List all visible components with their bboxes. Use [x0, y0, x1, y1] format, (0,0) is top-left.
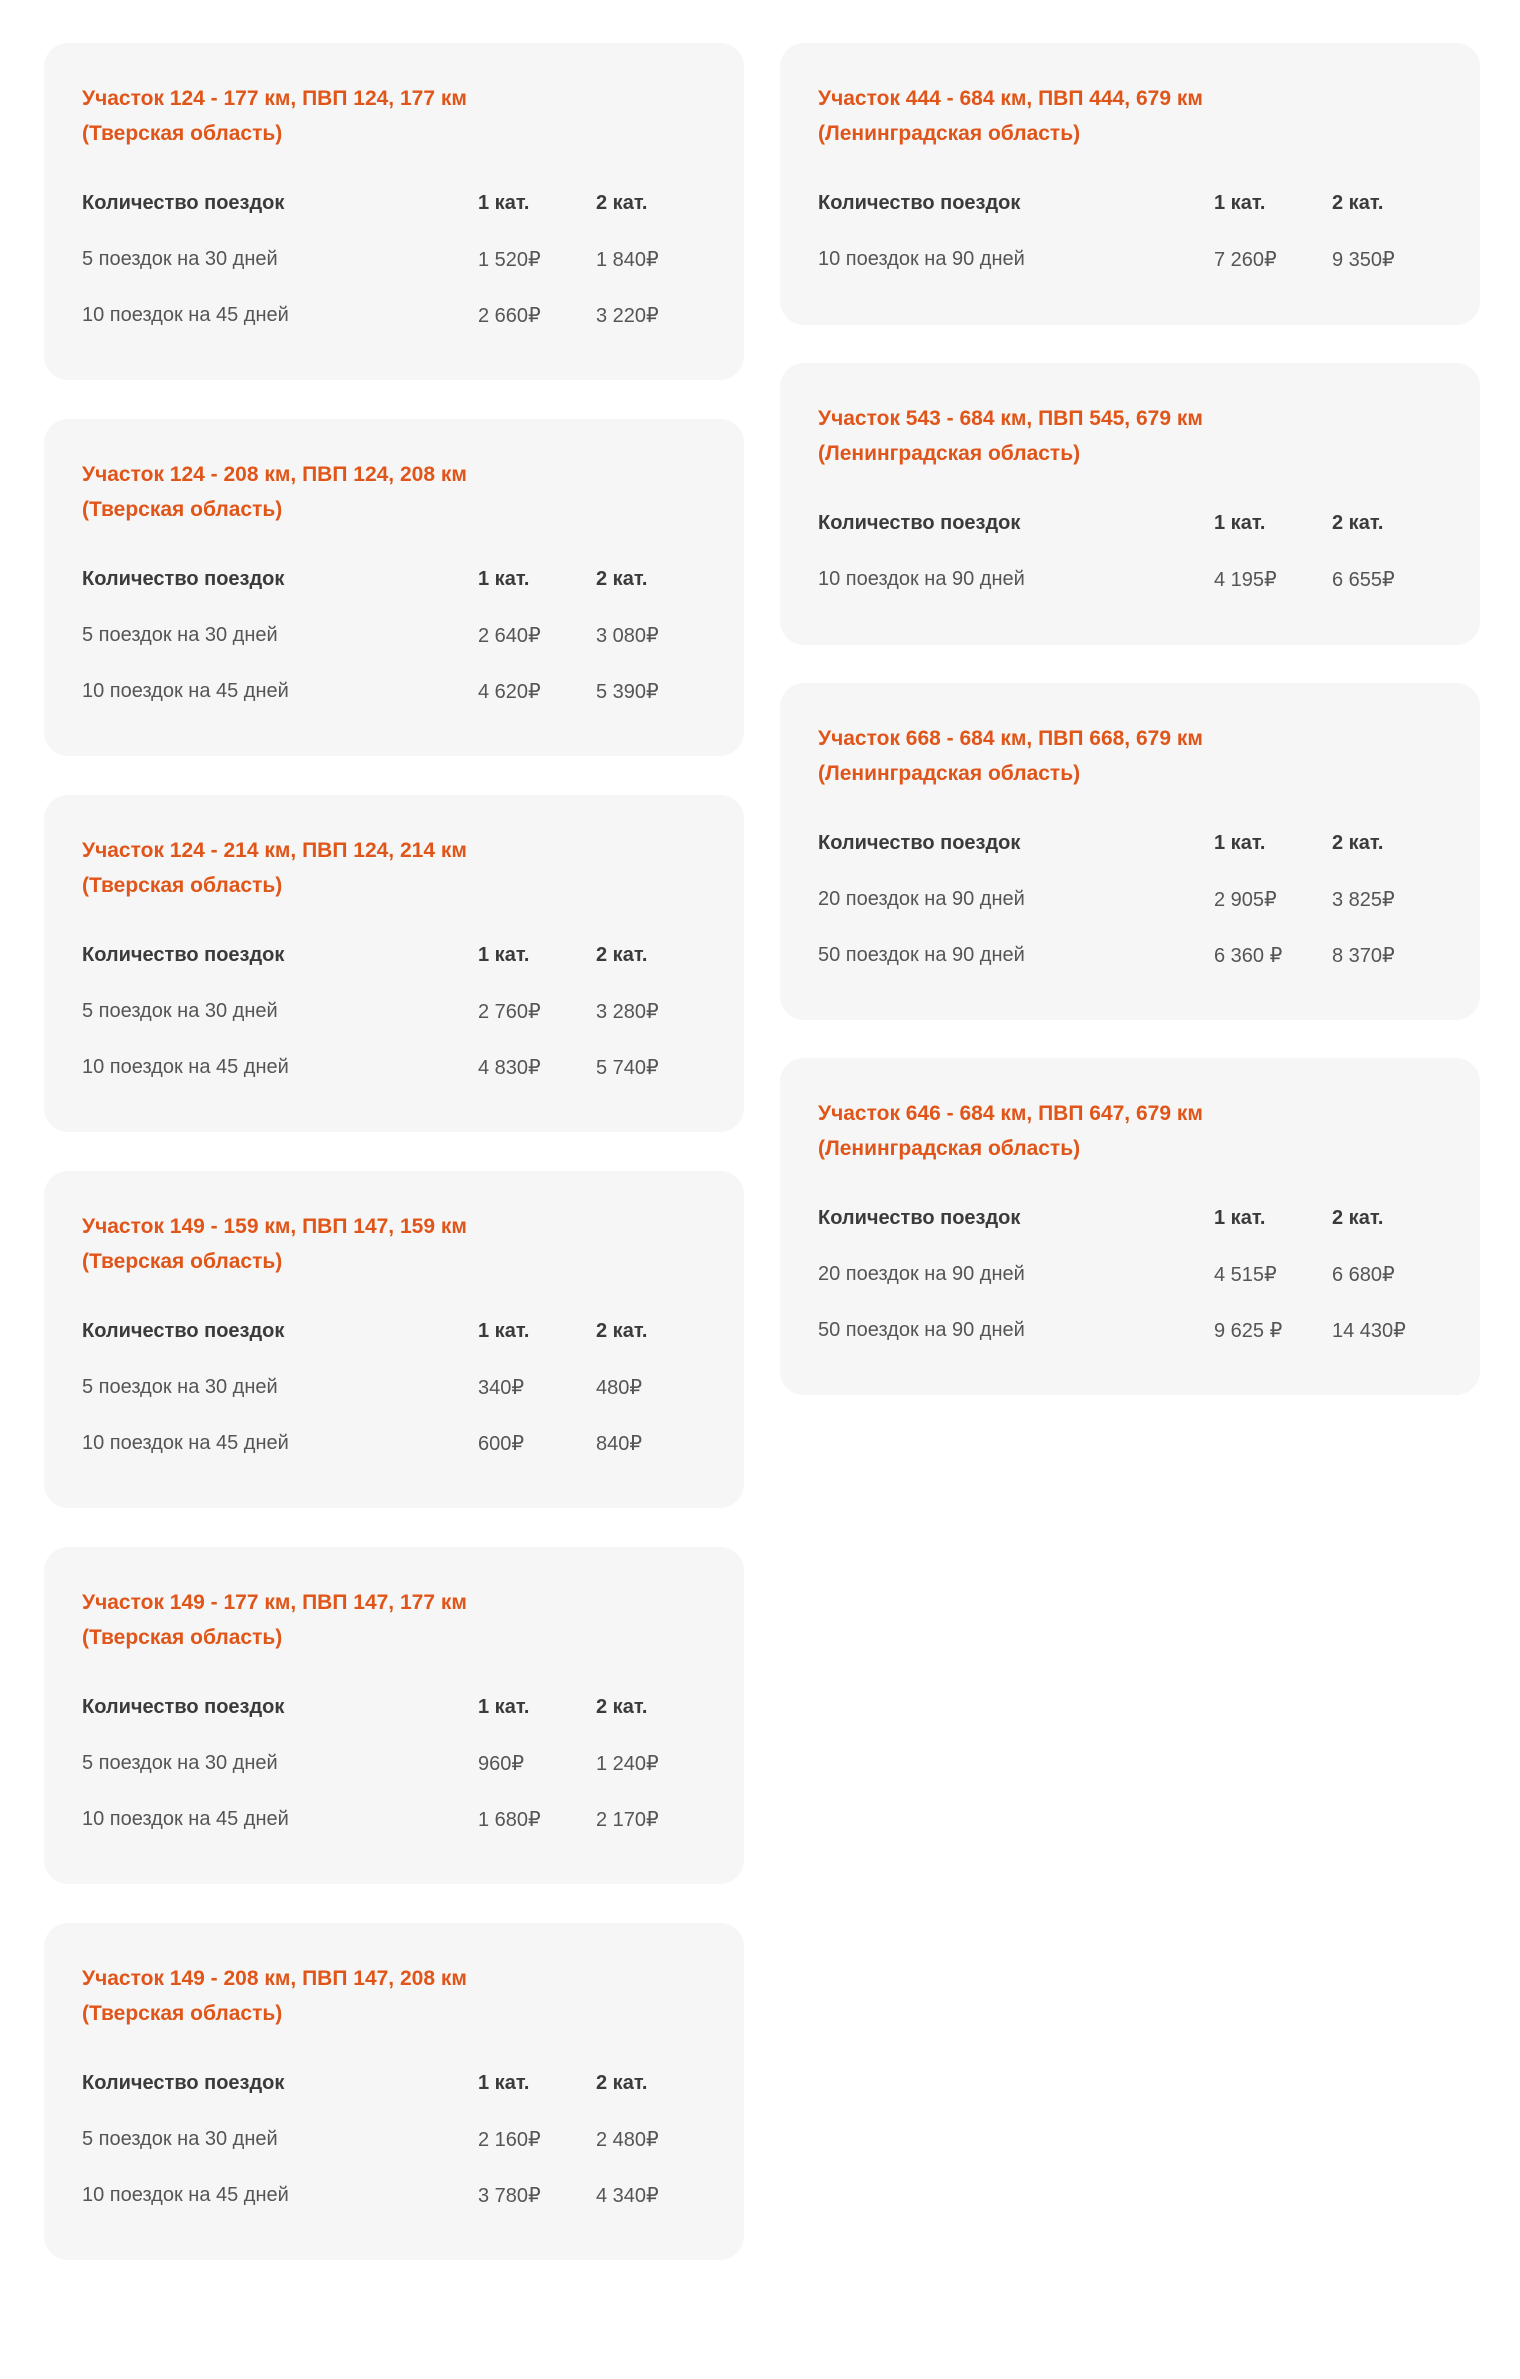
price-table	[82, 927, 706, 1095]
table-header	[82, 927, 706, 983]
price-cat1: 4 620₽	[478, 680, 541, 703]
section-title: Участок 124 - 214 км, ПВП 124, 214 км	[82, 839, 467, 862]
table-header	[818, 815, 1442, 871]
header-trips: Количество поездок	[818, 511, 1021, 534]
header-cat1: 1 кат.	[1214, 191, 1266, 214]
header-cat2: 2 кат.	[1332, 511, 1384, 534]
price-cat2: 6 655₽	[1332, 568, 1395, 591]
header-cat2: 2 кат.	[596, 1319, 648, 1342]
header-cat2: 2 кат.	[596, 2071, 648, 2094]
table-row	[818, 1302, 1442, 1358]
card-title	[818, 81, 1442, 151]
price-cat2: 14 430₽	[1332, 1319, 1406, 1342]
table-header	[82, 1679, 706, 1735]
header-cat2: 2 кат.	[596, 191, 648, 214]
trips-cell: 50 поездок на 90 дней	[818, 943, 1025, 966]
card-title	[82, 1585, 706, 1655]
table-row	[82, 1791, 706, 1847]
price-table	[82, 551, 706, 719]
table-row	[82, 663, 706, 719]
price-cat2: 1 240₽	[596, 1752, 659, 1775]
region-title: (Ленинградская область)	[818, 442, 1081, 465]
price-table	[82, 1679, 706, 1847]
header-cat1: 1 кат.	[478, 2071, 530, 2094]
price-cat1: 3 780₽	[478, 2184, 541, 2207]
trips-cell: 10 поездок на 45 дней	[82, 1807, 289, 1830]
trips-cell: 5 поездок на 30 дней	[82, 247, 278, 270]
price-cat1: 9 625 ₽	[1214, 1319, 1283, 1342]
region-title: (Тверская область)	[82, 874, 283, 897]
price-table	[82, 2055, 706, 2223]
header-trips: Количество поездок	[82, 1319, 285, 1342]
header-cat2: 2 кат.	[596, 943, 648, 966]
card-title	[818, 1096, 1442, 1166]
price-cat2: 3 220₽	[596, 304, 659, 327]
price-cat2: 3 080₽	[596, 624, 659, 647]
price-cat2: 2 480₽	[596, 2128, 659, 2151]
table-header	[818, 175, 1442, 231]
tariff-card	[780, 363, 1480, 645]
header-cat1: 1 кат.	[1214, 511, 1266, 534]
price-cat1: 6 360 ₽	[1214, 944, 1283, 967]
header-trips: Количество поездок	[818, 1206, 1021, 1229]
trips-cell: 10 поездок на 45 дней	[82, 303, 289, 326]
table-row	[82, 2167, 706, 2223]
header-cat2: 2 кат.	[1332, 831, 1384, 854]
price-cat2: 6 680₽	[1332, 1263, 1395, 1286]
section-title: Участок 668 - 684 км, ПВП 668, 679 км	[818, 727, 1203, 750]
price-cat2: 5 740₽	[596, 1056, 659, 1079]
trips-cell: 10 поездок на 45 дней	[82, 2183, 289, 2206]
table-header	[82, 175, 706, 231]
table-row	[82, 1735, 706, 1791]
price-cat2: 1 840₽	[596, 248, 659, 271]
price-cat1: 4 830₽	[478, 1056, 541, 1079]
table-row	[818, 871, 1442, 927]
table-row	[82, 287, 706, 343]
header-cat2: 2 кат.	[596, 567, 648, 590]
price-cat1: 4 195₽	[1214, 568, 1277, 591]
table-row	[818, 927, 1442, 983]
header-cat2: 2 кат.	[596, 1695, 648, 1718]
header-cat2: 2 кат.	[1332, 1206, 1384, 1229]
header-cat1: 1 кат.	[1214, 1206, 1266, 1229]
section-title: Участок 149 - 177 км, ПВП 147, 177 км	[82, 1591, 467, 1614]
price-table	[82, 175, 706, 343]
price-cat1: 2 640₽	[478, 624, 541, 647]
table-header	[82, 551, 706, 607]
trips-cell: 20 поездок на 90 дней	[818, 1262, 1025, 1285]
price-cat2: 4 340₽	[596, 2184, 659, 2207]
price-cat1: 7 260₽	[1214, 248, 1277, 271]
tariff-card	[44, 795, 744, 1132]
price-table	[818, 175, 1442, 287]
right-column	[780, 43, 1480, 1433]
price-cat2: 3 280₽	[596, 1000, 659, 1023]
price-cat2: 9 350₽	[1332, 248, 1395, 271]
card-title	[818, 401, 1442, 471]
header-trips: Количество поездок	[82, 191, 285, 214]
left-column	[44, 43, 744, 2299]
trips-cell: 5 поездок на 30 дней	[82, 623, 278, 646]
tariff-card	[44, 419, 744, 756]
header-trips: Количество поездок	[82, 567, 285, 590]
price-cat1: 600₽	[478, 1432, 525, 1455]
region-title: (Ленинградская область)	[818, 122, 1081, 145]
price-cat2: 8 370₽	[1332, 944, 1395, 967]
trips-cell: 20 поездок на 90 дней	[818, 887, 1025, 910]
price-cat2: 840₽	[596, 1432, 643, 1455]
card-title	[82, 1209, 706, 1279]
price-cat1: 960₽	[478, 1752, 525, 1775]
section-title: Участок 124 - 177 км, ПВП 124, 177 км	[82, 87, 467, 110]
tariff-card	[780, 683, 1480, 1020]
table-header	[82, 2055, 706, 2111]
table-row	[82, 1415, 706, 1471]
card-title	[82, 1961, 706, 2031]
price-table	[82, 1303, 706, 1471]
table-header	[818, 1190, 1442, 1246]
tariff-card	[780, 43, 1480, 325]
header-cat1: 1 кат.	[1214, 831, 1266, 854]
trips-cell: 5 поездок на 30 дней	[82, 1375, 278, 1398]
table-row	[82, 607, 706, 663]
price-cat1: 1 680₽	[478, 1808, 541, 1831]
price-cat1: 1 520₽	[478, 248, 541, 271]
table-row	[82, 1359, 706, 1415]
card-title	[818, 721, 1442, 791]
region-title: (Тверская область)	[82, 1250, 283, 1273]
region-title: (Ленинградская область)	[818, 1137, 1081, 1160]
trips-cell: 10 поездок на 45 дней	[82, 1431, 289, 1454]
table-header	[818, 495, 1442, 551]
table-row	[82, 1039, 706, 1095]
header-trips: Количество поездок	[82, 2071, 285, 2094]
trips-cell: 50 поездок на 90 дней	[818, 1318, 1025, 1341]
price-cat1: 2 160₽	[478, 2128, 541, 2151]
table-row	[82, 2111, 706, 2167]
price-cat2: 3 825₽	[1332, 888, 1395, 911]
table-row	[82, 983, 706, 1039]
section-title: Участок 444 - 684 км, ПВП 444, 679 км	[818, 87, 1203, 110]
region-title: (Ленинградская область)	[818, 762, 1081, 785]
trips-cell: 5 поездок на 30 дней	[82, 999, 278, 1022]
price-cat2: 480₽	[596, 1376, 643, 1399]
tariff-card	[44, 1923, 744, 2260]
header-cat1: 1 кат.	[478, 943, 530, 966]
header-cat1: 1 кат.	[478, 191, 530, 214]
header-trips: Количество поездок	[82, 943, 285, 966]
tariff-card	[44, 1547, 744, 1884]
header-trips: Количество поездок	[82, 1695, 285, 1718]
table-row	[82, 231, 706, 287]
price-table	[818, 495, 1442, 607]
tariff-card	[780, 1058, 1480, 1395]
region-title: (Тверская область)	[82, 1626, 283, 1649]
section-title: Участок 543 - 684 км, ПВП 545, 679 км	[818, 407, 1203, 430]
section-title: Участок 124 - 208 км, ПВП 124, 208 км	[82, 463, 467, 486]
region-title: (Тверская область)	[82, 2002, 283, 2025]
trips-cell: 10 поездок на 45 дней	[82, 679, 289, 702]
price-cat1: 4 515₽	[1214, 1263, 1277, 1286]
price-cat2: 2 170₽	[596, 1808, 659, 1831]
price-table	[818, 1190, 1442, 1358]
region-title: (Тверская область)	[82, 122, 283, 145]
price-cat1: 2 660₽	[478, 304, 541, 327]
header-cat1: 1 кат.	[478, 567, 530, 590]
header-trips: Количество поездок	[818, 831, 1021, 854]
header-trips: Количество поездок	[818, 191, 1021, 214]
price-table	[818, 815, 1442, 983]
trips-cell: 5 поездок на 30 дней	[82, 1751, 278, 1774]
price-cat1: 340₽	[478, 1376, 525, 1399]
card-title	[82, 457, 706, 527]
trips-cell: 10 поездок на 90 дней	[818, 247, 1025, 270]
price-cat1: 2 905₽	[1214, 888, 1277, 911]
header-cat2: 2 кат.	[1332, 191, 1384, 214]
card-title	[82, 81, 706, 151]
table-row	[818, 1246, 1442, 1302]
table-row	[818, 231, 1442, 287]
region-title: (Тверская область)	[82, 498, 283, 521]
trips-cell: 10 поездок на 45 дней	[82, 1055, 289, 1078]
section-title: Участок 149 - 159 км, ПВП 147, 159 км	[82, 1215, 467, 1238]
tariff-card	[44, 1171, 744, 1508]
table-row	[818, 551, 1442, 607]
tariff-card	[44, 43, 744, 380]
section-title: Участок 149 - 208 км, ПВП 147, 208 км	[82, 1967, 467, 1990]
table-header	[82, 1303, 706, 1359]
header-cat1: 1 кат.	[478, 1319, 530, 1342]
header-cat1: 1 кат.	[478, 1695, 530, 1718]
card-title	[82, 833, 706, 903]
price-cat2: 5 390₽	[596, 680, 659, 703]
section-title: Участок 646 - 684 км, ПВП 647, 679 км	[818, 1102, 1203, 1125]
trips-cell: 10 поездок на 90 дней	[818, 567, 1025, 590]
price-cat1: 2 760₽	[478, 1000, 541, 1023]
trips-cell: 5 поездок на 30 дней	[82, 2127, 278, 2150]
